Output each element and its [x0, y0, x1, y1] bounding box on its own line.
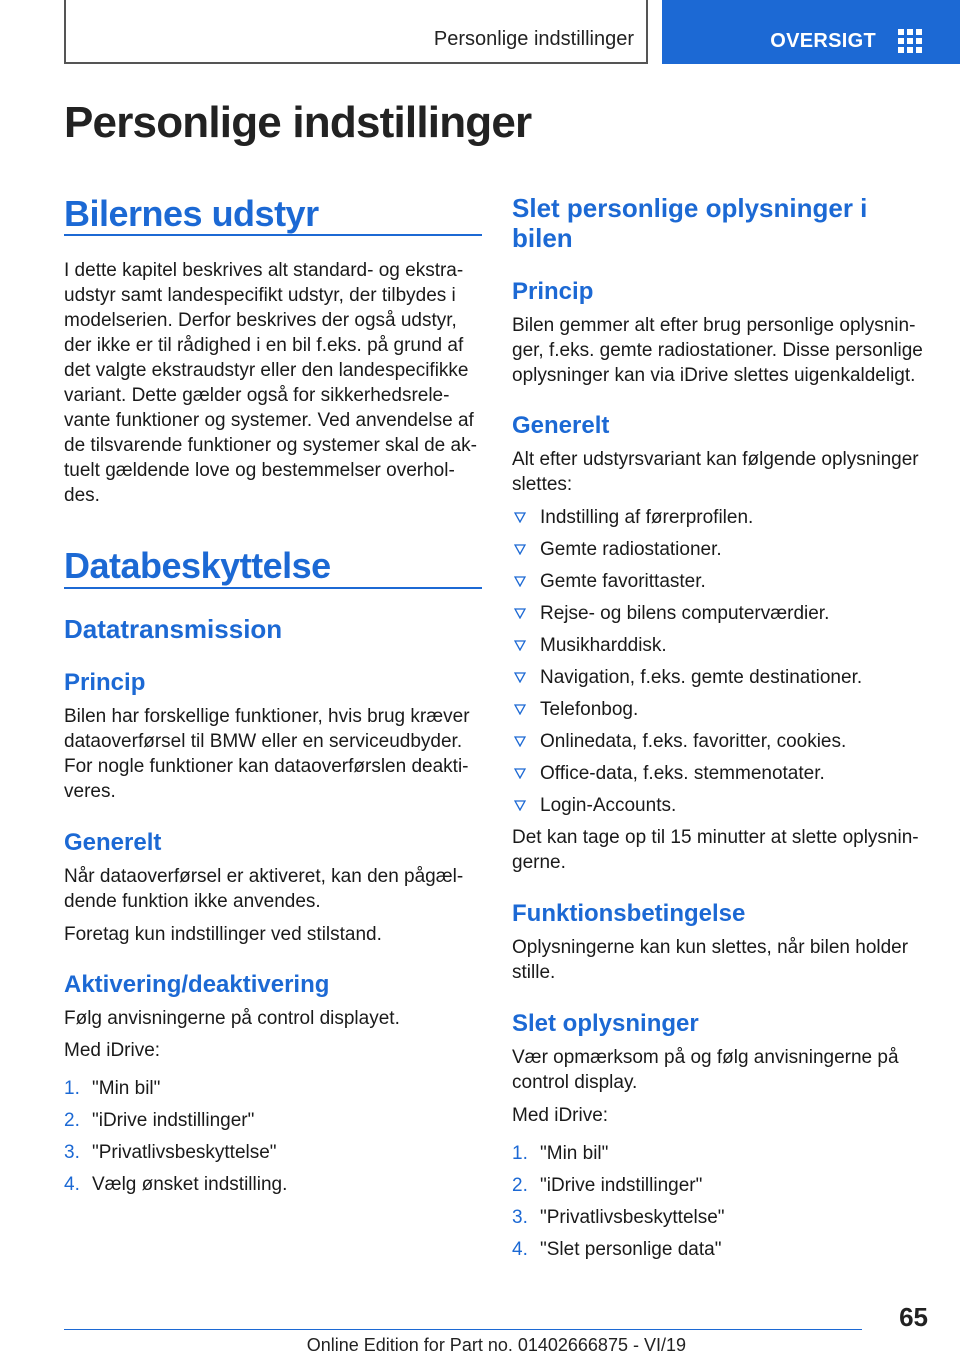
step-number: 4. — [512, 1239, 528, 1260]
privacy-heading: Databeskyttelse — [64, 545, 331, 586]
triangle-bullet-icon — [514, 768, 526, 779]
bullet-text: Indstilling af førerprofilen. — [540, 507, 754, 528]
condition-paragraph — [512, 935, 926, 985]
bullet-text: Telefonbog. — [540, 699, 639, 720]
general-paragraph — [64, 864, 482, 914]
general-heading: Generelt — [512, 412, 610, 439]
equipment-line: I dette kapitel beskrives alt standard- og ekstra- — [64, 260, 464, 281]
idrive-text: Med iDrive: — [64, 1040, 161, 1061]
equipment-line: de tilsvarende funktioner og systemer skal de ak- — [64, 435, 477, 456]
step-number: 2. — [512, 1175, 528, 1196]
delete-info-heading: Slet oplysninger — [512, 1010, 699, 1037]
general-line: Når dataoverførsel er aktiveret, kan den pågæl- — [64, 866, 464, 887]
delete-info-paragraph — [512, 1045, 926, 1095]
general-line: Alt efter udstyrsvariant kan følgende oplysninger — [512, 449, 919, 470]
general-note: Foretag kun indstillinger ved stilstand. — [64, 924, 382, 945]
page-number: 65 — [899, 1302, 928, 1332]
idrive-text: Med iDrive: — [512, 1105, 609, 1126]
delete-heading-line: Slet personlige oplysninger i — [512, 193, 868, 223]
equipment-line: det valgte ekstraudstyr eller den landespecifikke — [64, 360, 469, 381]
duration-paragraph — [512, 825, 926, 875]
principle-line: dataoverførsel til BMW eller en serviceudbyder. — [64, 731, 463, 752]
triangle-bullet-icon — [514, 640, 526, 651]
step-text: "Privatlivsbeskyttelse" — [540, 1207, 725, 1228]
step-text: "Slet personlige data" — [540, 1239, 722, 1260]
equipment-line: udstyr samt landespecifikt udstyr, der tilbydes i — [64, 285, 456, 306]
principle-line: oplysninger kan via iDrive slettes uigenkaldeligt. — [512, 365, 916, 386]
step-text: "Privatlivsbeskyttelse" — [92, 1142, 277, 1163]
general-heading: Generelt — [64, 829, 162, 856]
grid-icon — [898, 29, 922, 53]
header-section-title: Personlige indstillinger — [433, 28, 634, 50]
step-number: 1. — [512, 1143, 528, 1164]
step-number: 3. — [64, 1142, 80, 1163]
step-number: 2. — [64, 1110, 80, 1131]
condition-heading: Funktionsbetingelse — [512, 900, 746, 927]
delete-heading-line: bilen — [512, 223, 573, 253]
delete-info-line: Vær opmærksom på og følg anvisningerne på — [512, 1047, 899, 1068]
triangle-bullet-icon — [514, 512, 526, 523]
equipment-heading: Bilernes udstyr — [64, 193, 319, 234]
principle-line: veres. — [64, 781, 116, 802]
triangle-bullet-icon — [514, 576, 526, 587]
step-number: 3. — [512, 1207, 528, 1228]
bullet-text: Office-data, f.eks. stemmenotater. — [540, 763, 825, 784]
general-line: slettes: — [512, 474, 573, 495]
general-line: dende funktion ikke anvendes. — [64, 891, 321, 912]
activation-text: Følg anvisningerne på control displayet. — [64, 1008, 400, 1029]
footer-edition-text: Online Edition for Part no. 01402666875 - VI/19 — [306, 1335, 686, 1355]
overview-button[interactable] — [662, 0, 960, 64]
overview-label: OVERSIGT — [770, 30, 876, 52]
step-text: "Min bil" — [92, 1078, 161, 1099]
triangle-bullet-icon — [514, 704, 526, 715]
equipment-line: vante funktioner og systemer. Ved anvendelse af — [64, 410, 474, 431]
step-text: Vælg ønsket indstilling. — [92, 1174, 288, 1195]
triangle-bullet-icon — [514, 736, 526, 747]
equipment-line: tuelt gældende love og bestemmelser overhol- — [64, 460, 455, 481]
equipment-paragraph — [64, 258, 482, 508]
equipment-line: modelserien. Derfor beskrives der også udstyr, — [64, 310, 457, 331]
triangle-bullet-icon — [514, 608, 526, 619]
step-text: "iDrive indstillinger" — [540, 1175, 703, 1196]
principle-line: Bilen gemmer alt efter brug personlige oplysnin- — [512, 315, 916, 336]
transmission-heading: Datatransmission — [64, 614, 283, 644]
triangle-bullet-icon — [514, 672, 526, 683]
bullet-text: Gemte radiostationer. — [540, 539, 722, 560]
triangle-bullet-icon — [514, 800, 526, 811]
bullet-text: Rejse- og bilens computerværdier. — [540, 603, 830, 624]
condition-line: stille. — [512, 962, 556, 983]
header-section-box — [64, 0, 648, 64]
step-number: 1. — [64, 1078, 80, 1099]
footer-rule — [64, 1329, 862, 1330]
principle-paragraph — [512, 313, 926, 388]
bullet-text: Onlinedata, f.eks. favoritter, cookies. — [540, 731, 847, 752]
principle-heading: Princip — [512, 278, 594, 305]
step-number: 4. — [64, 1174, 80, 1195]
duration-line: Det kan tage op til 15 minutter at slette oplysnin- — [512, 827, 919, 848]
principle-line: ger, f.eks. gemte radiostationer. Disse personlige — [512, 340, 923, 361]
principle-line: For nogle funktioner kan dataoverførslen deakti- — [64, 756, 469, 777]
principle-paragraph — [64, 704, 482, 804]
duration-line: gerne. — [512, 852, 566, 873]
delete-heading — [512, 193, 926, 253]
bullet-text: Navigation, f.eks. gemte destinationer. — [540, 667, 863, 688]
equipment-line: des. — [64, 485, 100, 506]
step-text: "Min bil" — [540, 1143, 609, 1164]
equipment-rule — [64, 234, 482, 236]
equipment-line: der ikke er til rådighed i en bil f.eks. på grund af — [64, 335, 464, 356]
condition-line: Oplysningerne kan kun slettes, når bilen holder — [512, 937, 909, 958]
activation-heading: Aktivering/deaktivering — [64, 971, 330, 998]
triangle-bullet-icon — [514, 544, 526, 555]
general-paragraph — [512, 447, 926, 497]
step-text: "iDrive indstillinger" — [92, 1110, 255, 1131]
principle-heading: Princip — [64, 669, 146, 696]
equipment-line: variant. Dette gælder også for sikkerhedsrele- — [64, 385, 450, 406]
delete-info-line: control display. — [512, 1072, 638, 1093]
bullet-text: Gemte favorittaster. — [540, 571, 706, 592]
bullet-text: Login-Accounts. — [540, 795, 677, 816]
page-title: Personlige indstillinger — [64, 98, 532, 147]
principle-line: Bilen har forskellige funktioner, hvis brug kræver — [64, 706, 470, 727]
bullet-text: Musikharddisk. — [540, 635, 667, 656]
privacy-rule — [64, 587, 482, 589]
